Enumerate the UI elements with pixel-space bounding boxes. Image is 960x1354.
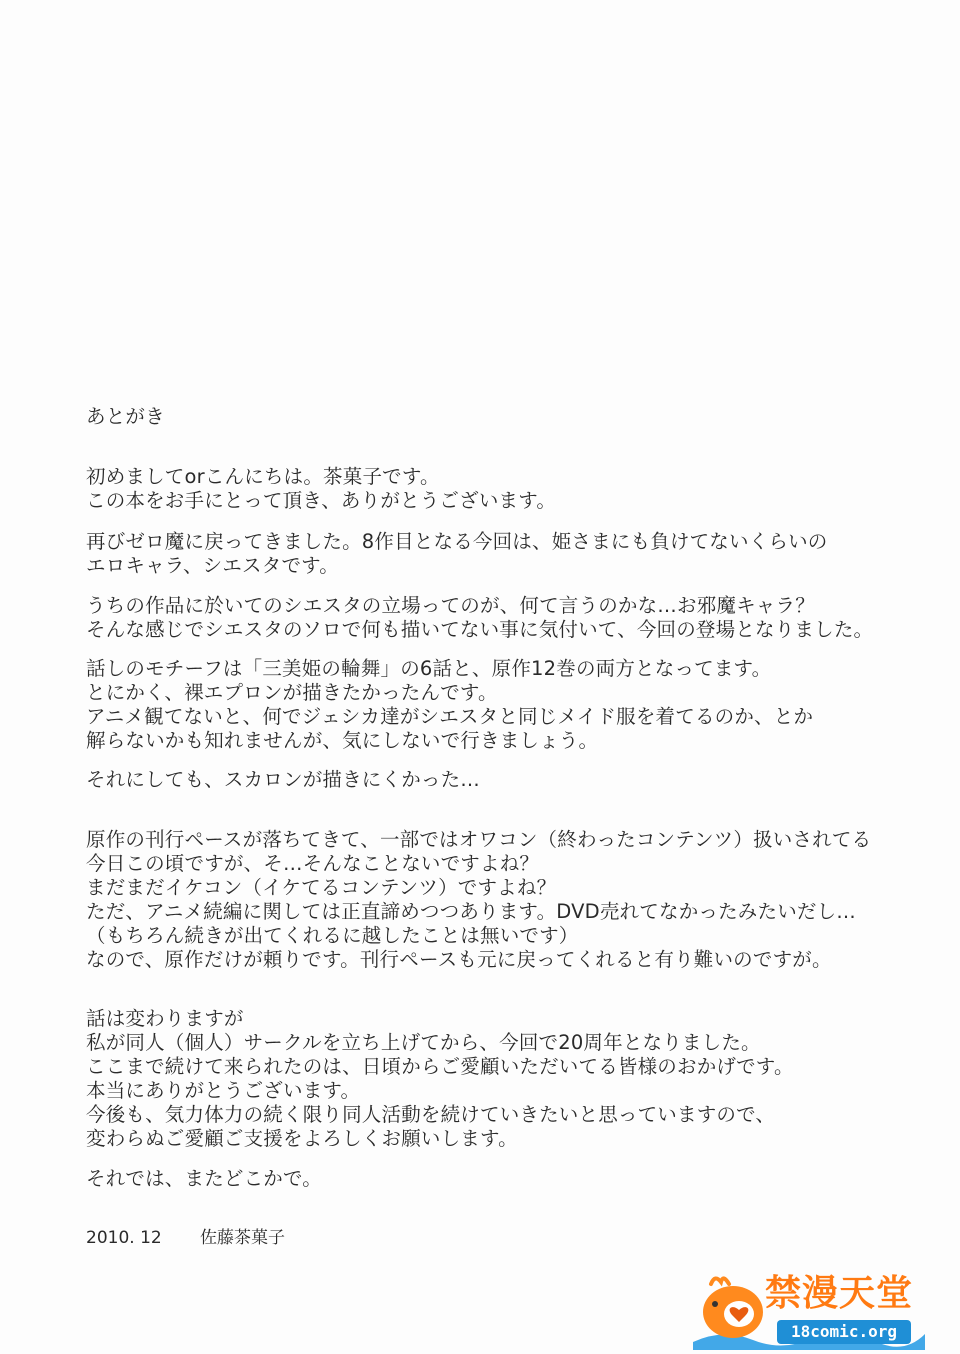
text-line: 話は変わりますが xyxy=(86,1007,244,1030)
text-line: 変わらぬご愛顧ご支援をよろしくお願いします。 xyxy=(86,1127,518,1150)
text-line: うちの作品に於いてのシエスタの立場ってのが、何て言うのかな…お邪魔キャラ？ xyxy=(86,594,815,617)
text-line: （もちろん続きが出てくれるに越したことは無いです） xyxy=(86,924,579,947)
text-line: なので、原作だけが頼りです。刊行ペースも元に戻ってくれると有り難いのですが。 xyxy=(86,948,832,971)
text-line: 話しのモチーフは「三美姫の輪舞」の6話と、原作12巻の両方となってます。 xyxy=(86,657,772,680)
orange-whale-mascot-icon xyxy=(703,1278,763,1338)
text-line: 私が同人（個人）サークルを立ち上げてから、今回で20周年となりました。 xyxy=(86,1031,761,1054)
text-line: それにしても、スカロンが描きにくかった… xyxy=(86,768,481,791)
text-line: ここまで続けて来られたのは、日頃からご愛顧いただいてる皆様のおかげです。 xyxy=(86,1055,794,1078)
text-line: エロキャラ、シエスタです。 xyxy=(86,554,339,577)
text-line: とにかく、裸エプロンが描きたかったんです。 xyxy=(86,681,498,704)
text-line: まだまだイケコン（イケてるコンテンツ）ですよね？ xyxy=(86,876,557,899)
text-line: ただ、アニメ続編に関しては正直諦めつつあります。DVD売れてなかったみたいだし… xyxy=(86,900,856,923)
signature-date: 2010. 12 xyxy=(86,1228,162,1248)
text-line: 本当にありがとうございます。 xyxy=(86,1079,361,1102)
afterword-heading: あとがき xyxy=(86,405,165,428)
site-watermark xyxy=(693,1268,925,1350)
watermark-url: 18comic.org xyxy=(777,1320,911,1344)
watermark-title: 禁漫天堂 xyxy=(765,1273,914,1314)
text-line: 再びゼロ魔に戻ってきました。8作目となる今回は、姫さまにも負けてないくらいの xyxy=(86,530,828,553)
text-line: この本をお手にとって頂き、ありがとうございます。 xyxy=(86,489,557,512)
text-line: 原作の刊行ペースが落ちてきて、一部ではオワコン（終わったコンテンツ）扱いされてる xyxy=(86,828,872,851)
text-line: 今後も、気力体力の続く限り同人活動を続けていきたいと思っていますので、 xyxy=(86,1103,776,1126)
text-line: そんな感じでシエスタのソロで何も描いてない事に気付いて、今回の登場となりました。 xyxy=(86,618,874,641)
text-line: 解らないかも知れませんが、気にしないで行きましょう。 xyxy=(86,729,599,752)
text-line: 初めましてorこんにちは。茶菓子です。 xyxy=(86,465,440,488)
text-line: アニメ観てないと、何でジェシカ達がシエスタと同じメイド服を着てるのか、とか xyxy=(86,705,814,728)
signature-author: 佐藤茶菓子 xyxy=(200,1228,285,1248)
text-line: それでは、またどこかで。 xyxy=(86,1167,323,1190)
text-line: 今日この頃ですが、そ…そんなことないですよね？ xyxy=(86,852,540,875)
